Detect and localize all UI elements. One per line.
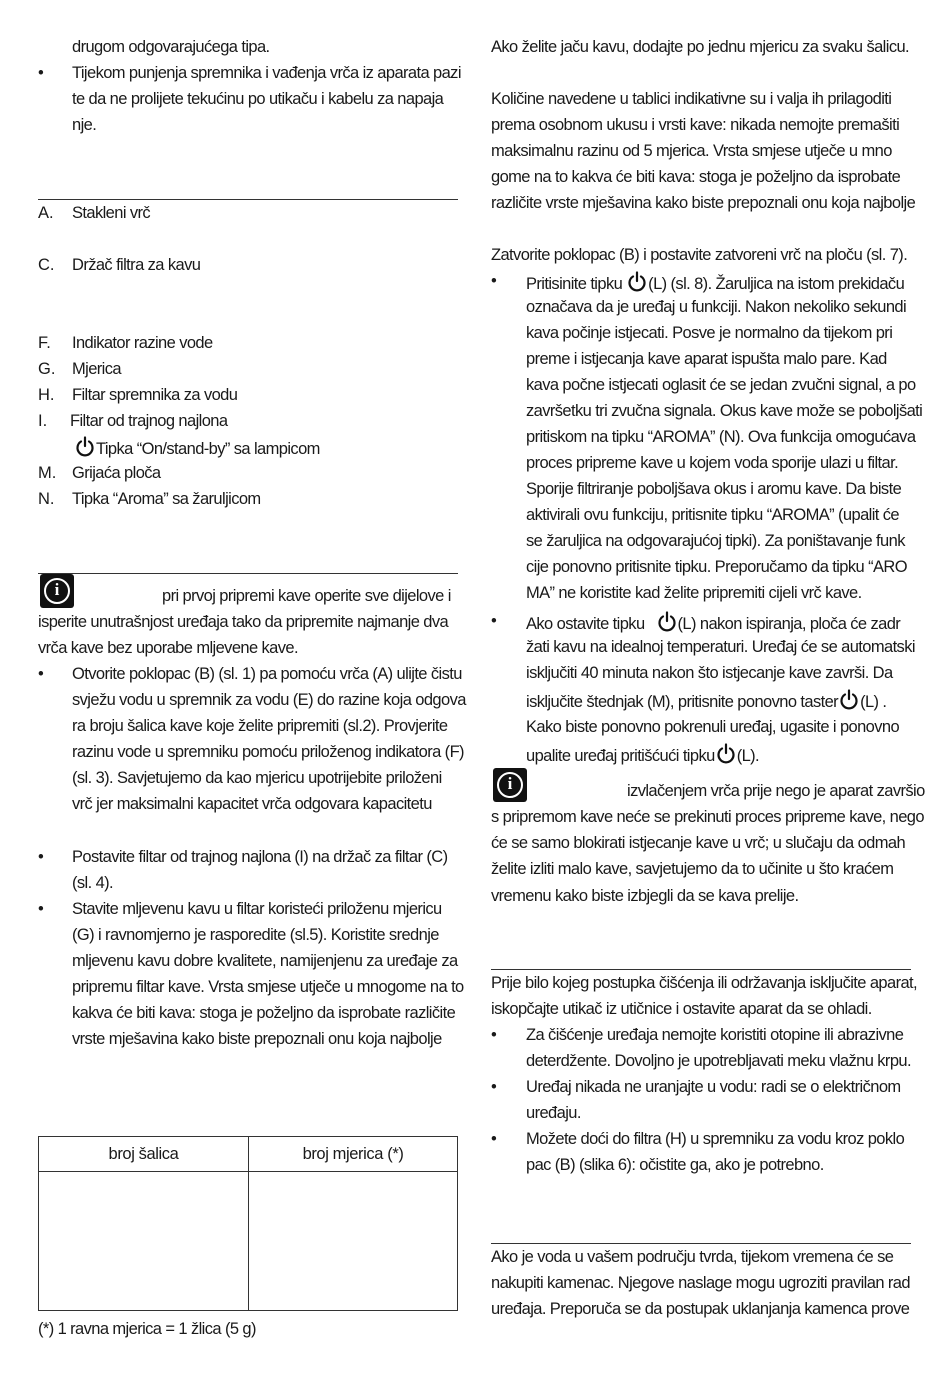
text-fragment: upalite uređaj pritišćući tipku [526,747,715,765]
text-line [526,689,886,712]
info-icon [40,574,74,608]
bullet-marker: • [491,1130,497,1148]
text-line: Za čišćenje uređaja nemojte koristiti otopine ili abrazivne [526,1026,904,1044]
text-line: Sporije filtriranje poboljšava okus i aromu kave. Da biste [526,480,902,498]
text-fragment: Pritisinite tipku [526,275,623,293]
text-line: različite vrste mješavina kako biste prepoznali onu koja najbolje [491,194,916,212]
text-line: kava počne istjecati oglasit će se jedan zvučni signal, a po [526,376,916,394]
text-line: se žaruljica na odgovarajućoj tipki). Za poništavanje funk [526,532,905,550]
text-fragment: (L) (sl. 8). Žaruljica na istom prekidaču [648,275,905,293]
text-line: Stavite mljevenu kavu u filtar koristeći priloženu mjericu [72,900,442,918]
text-line: maksimalnu razinu od 5 mjerica. Vrsta smjese utječe u mno [491,142,892,160]
text-line: preme i istjecanja kave aparat ispušta malo pare. Kad [526,350,887,368]
bullet-marker: • [491,612,497,630]
text-line: MA” ne koristite kad želite pripremiti cijeli vrč kave. [526,584,862,602]
text-line: pripremu filtar kave. Vrsta smjese utječe u mnogome na to [72,978,464,996]
text-line: deterdžente. Dovoljno je upotrebljavati meku vlažnu krpu. [526,1052,911,1070]
text-line: završetku tri zvučna signala. Okus kave može se poboljšati [526,402,923,420]
text-line: vrča kave bez uporabe mljevene kave. [38,639,298,657]
text-line: Tijekom punjenja spremnika i vađenja vrča iz aparata pazi [72,64,461,82]
part-letter: A. [38,204,54,222]
text-line: aktivirali ovu funkciju, pritisnite tipku “AROMA” (upalit će [526,506,899,524]
text-line: želite izliti malo kave, savjetujemo da to učinite u što kraćem [491,860,894,878]
section-divider [38,573,458,574]
text-line: gome na to kakva će biti kava: stoga je poželjno da isprobate [491,168,901,186]
table-footnote: (*) 1 ravna mjerica = 1 žlica (5 g) [38,1320,256,1338]
text-line: Zatvorite poklopac (B) i postavite zatvoreni vrč na ploču (sl. 7). [491,246,908,264]
table-cell [39,1172,249,1311]
bullet-marker: • [38,64,44,82]
section-divider [38,199,458,200]
power-icon [839,689,859,711]
bullet-marker: • [491,272,497,290]
text-line: Otvorite poklopac (B) (sl. 1) pa pomoću vrča (A) ulijte čistu [72,665,462,683]
text-fragment: Ako ostavite tipku [526,615,645,633]
part-letter: F. [38,334,51,352]
text-line: svježu vodu u spremnik za vodu (E) do razine koja odgova [72,691,466,709]
part-letter: C. [38,256,55,274]
text-line: kakva će biti kava: stoga je poželjno da isprobate različite [72,1004,456,1022]
table-header: broj mjerica (*) [249,1137,458,1172]
text-line: isključiti 40 minuta nakon što istjecanje kave završi. Da [526,664,893,682]
text-line: vrč jer maksimalni kapacitet vrča odgovara kapacitetu [72,795,432,813]
section-divider [491,969,911,970]
text-line: pri prvoj pripremi kave operite sve dijelove i [162,587,451,605]
section-divider [491,1243,911,1244]
bullet-marker: • [491,1078,497,1096]
text-line: Količine navedene u tablici indikativne su i valja ih prilagoditi [491,90,892,108]
part-label: Filtar spremnika za vodu [72,386,238,404]
text-line: pac (B) (slika 6): očistite ga, ako je potrebno. [526,1156,824,1174]
bullet-marker: • [38,665,44,683]
text-line: prema osobnom ukusu i vrsti kave: nikada nemojte premašiti [491,116,900,134]
power-icon [627,271,647,293]
text-line: uređaju. [526,1104,581,1122]
text-line: pritiskom na tipku “AROMA” (N). Ova funkcija omogućava [526,428,916,446]
power-icon [716,743,736,765]
text-line: nakupiti kamenac. Njegove naslage mogu ugroziti pravilan rad [491,1274,910,1292]
text-line: drugom odgovarajućega tipa. [72,38,270,56]
text-line: Možete doći do filtra (H) u spremniku za vodu kroz poklo [526,1130,905,1148]
part-letter: I. [38,412,48,430]
text-fragment: (L). [736,747,760,765]
part-letter: M. [38,464,57,482]
text-line: (sl. 3). Savjetujemo da kao mjericu upotrijebite priloženi [72,769,442,787]
text-line: izvlačenjem vrča prije nego je aparat završio [627,782,925,800]
text-line: vrste mješavina kako biste prepoznali onu koja najbolje [72,1030,442,1048]
text-fragment: (L) nakon ispiranja, ploča će zadr [677,615,901,633]
part-label: Tipka “On/stand-by” sa lampicom [96,440,320,458]
dosage-table [38,1136,458,1311]
part-label: Indikator razine vode [72,334,213,352]
bullet-marker: • [38,848,44,866]
text-line: Prije bilo kojeg postupka čišćenja ili održavanja isključite aparat, [491,974,918,992]
power-icon [75,436,95,458]
text-fragment: isključite štednjak (M), pritisnite ponovno taster [526,693,839,711]
power-icon [657,611,677,633]
text-line: će se samo blokirati istjecanje kave u vrč; u slučaju da odmah [491,834,906,852]
part-label: Mjerica [72,360,121,378]
text-line: Ako je voda u vašem području tvrda, tijekom vremena će se [491,1248,894,1266]
text-line: vremenu kako biste izbjegli da se kava prelije. [491,887,799,905]
bullet-marker: • [38,900,44,918]
text-line: (sl. 4). [72,874,114,892]
text-line: kava počinje istjecati. Posve je normalno da tijekom pri [526,324,893,342]
text-line: proces pripreme kave u kojem voda sporije ulazi u filtar. [526,454,899,472]
text-line: označava da je uređaj u funkciji. Nakon nekoliko sekundi [526,298,907,316]
text-line: te da ne prolijete tekućinu po utikaču i kabelu za napaja [72,90,444,108]
text-line: (G) i ravnomjerno je rasporedite (sl.5). Koristite srednje [72,926,439,944]
part-label: Stakleni vrč [72,204,151,222]
text-line: Kako biste ponovno pokrenuli uređaj, ugasite i ponovno [526,718,900,736]
part-label: Filtar od trajnog najlona [70,412,228,430]
part-label: Tipka “Aroma” sa žaruljicom [72,490,261,508]
text-line: uređaja. Preporuča se da postupak uklanjanja kamenca prove [491,1300,910,1318]
part-row-on-standby [74,436,320,459]
part-letter: N. [38,490,55,508]
info-icon [493,768,527,802]
text-fragment: (L) . [860,693,887,711]
part-label: Grijaća ploča [72,464,161,482]
text-line: nje. [72,116,97,134]
table-header: broj šalica [39,1137,249,1172]
part-letter: H. [38,386,55,404]
text-line: iskopčajte utikač iz utičnice i ostavite aparat da se ohladi. [491,1000,872,1018]
text-line: žati kavu na idealnoj temperaturi. Uređaj će se automatski [526,638,915,656]
table-cell [249,1172,458,1311]
text-line [526,611,900,634]
text-line: cije ponovno pritisnite tipku. Preporučamo da tipku “ARO [526,558,907,576]
text-line [526,271,904,294]
text-line: Ako želite jaču kavu, dodajte po jednu mjericu za svaku šalicu. [491,38,910,56]
text-line [526,743,759,766]
text-line: ra broju šalica kave koje želite pripremiti (sl.2). Provjerite [72,717,448,735]
text-line: Uređaj nikada ne uranjajte u vodu: radi se o električnom [526,1078,901,1096]
text-line: s pripremom kave neće se prekinuti proces pripreme kave, nego [491,808,924,826]
text-line: mljevenu kavu dobre kvalitete, namijenjenu za uređaje za [72,952,458,970]
part-label: Držač filtra za kavu [72,256,201,274]
text-line: razinu vode u spremniku pomoću priloženog indikatora (F) [72,743,464,761]
bullet-marker: • [491,1026,497,1044]
text-line: Postavite filtar od trajnog najlona (I) na držač za filtar (C) [72,848,448,866]
text-line: isperite unutrašnjost uređaja tako da pripremite najmanje dva [38,613,449,631]
part-letter: G. [38,360,56,378]
